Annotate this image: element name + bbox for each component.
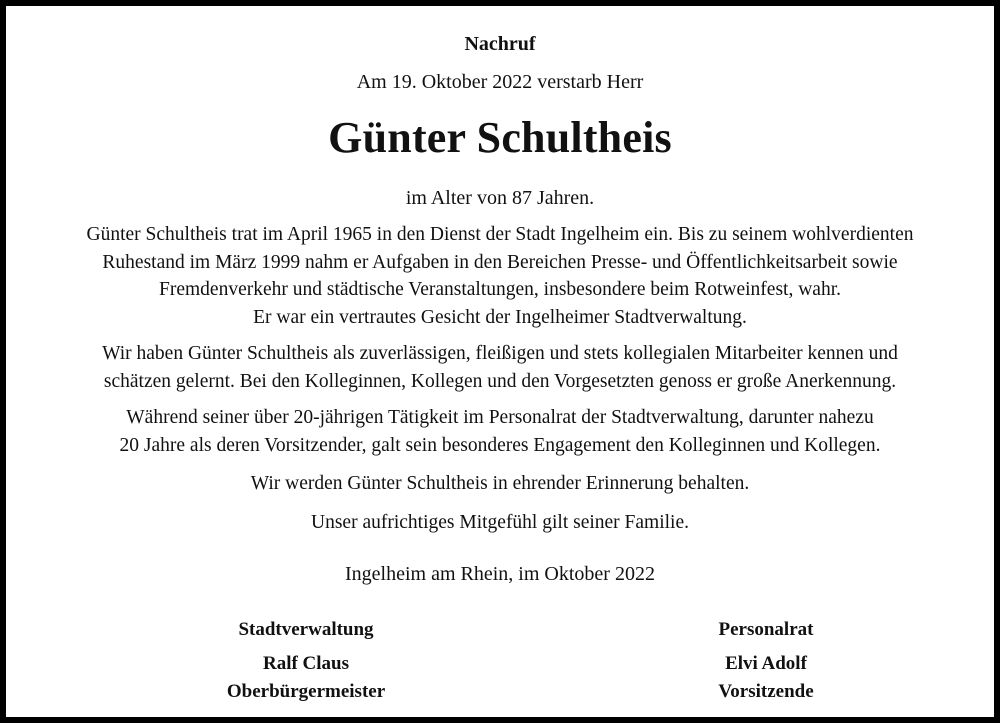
notice-intro: Am 19. Oktober 2022 verstarb Herr bbox=[356, 71, 644, 93]
paragraph-line: Günter Schultheis trat im April 1965 in den Dienst der Stadt Ingelheim ein. Bis zu seinem wohlverdienten bbox=[86, 224, 914, 245]
signatory-name: Elvi Adolf bbox=[725, 653, 807, 674]
place-date: Ingelheim am Rhein, im Oktober 2022 bbox=[345, 563, 655, 585]
paragraph-line: Wir haben Günter Schultheis als zuverlässigen, fleißigen und stets kollegialen Mitarbeiter kennen und bbox=[102, 343, 898, 364]
paragraph-line: Ruhestand im März 1999 nahm er Aufgaben in den Bereichen Presse- und Öffentlichkeitsarbeit sowie bbox=[102, 251, 898, 273]
paragraph-line: Während seiner über 20-jährigen Tätigkeit im Personalrat der Stadtverwaltung, darunter nahezu bbox=[126, 407, 874, 428]
obituary-notice bbox=[26, 30, 974, 588]
paragraph-career bbox=[26, 221, 974, 331]
paragraph-line: Wir werden Günter Schultheis in ehrender Erinnerung behalten. bbox=[250, 473, 750, 494]
paragraph-line: Er war ein vertrautes Gesicht der Ingelheimer Stadtverwaltung. bbox=[253, 306, 747, 328]
signatory-title: Oberbürgermeister bbox=[226, 681, 386, 702]
signatory-name: Ralf Claus bbox=[262, 653, 350, 674]
paragraph-line: Unser aufrichtiges Mitgefühl gilt seiner Familie. bbox=[311, 511, 689, 533]
deceased-name: Günter Schultheis bbox=[328, 113, 672, 162]
signatory-organization: Personalrat bbox=[718, 619, 814, 640]
paragraph-line: schätzen gelernt. Bei den Kolleginnen, Kollegen und den Vorgesetzten genoss er große Anerkennung. bbox=[103, 370, 897, 392]
paragraph-staff-council bbox=[26, 404, 974, 459]
paragraph-condolence bbox=[26, 509, 974, 537]
paragraph-line: Fremdenverkehr und städtische Veranstaltungen, insbesondere beim Rotweinfest, wahr. bbox=[159, 279, 841, 300]
notice-heading: Nachruf bbox=[464, 33, 536, 55]
signatory-title: Vorsitzende bbox=[718, 681, 814, 702]
paragraph-appreciation bbox=[26, 340, 974, 395]
signatory-left bbox=[196, 614, 416, 706]
paragraph-line: 20 Jahre als deren Vorsitzender, galt sein besonderes Engagement den Kolleginnen und Kollegen. bbox=[119, 434, 881, 456]
paragraph-remembrance bbox=[26, 470, 974, 498]
signatory-organization: Stadtverwaltung bbox=[238, 619, 374, 640]
signatory-right bbox=[636, 614, 896, 706]
deceased-age: im Alter von 87 Jahren. bbox=[405, 187, 595, 209]
